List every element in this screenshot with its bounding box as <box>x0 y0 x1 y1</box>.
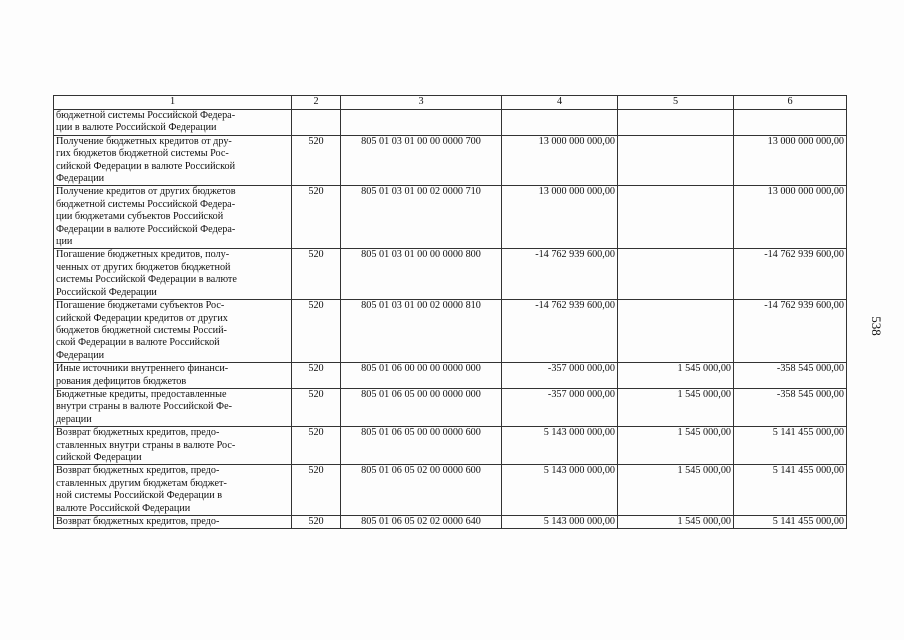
amount-col4-cell: 13 000 000 000,00 <box>502 186 618 249</box>
admin-code-cell <box>292 110 341 136</box>
row-name-cell <box>54 465 292 516</box>
amount-col4-cell: -14 762 939 600,00 <box>502 249 618 300</box>
amount-col6-cell <box>734 110 847 136</box>
classification-code-cell: 805 01 03 01 00 02 0000 810 <box>341 300 502 363</box>
budget-sources-table <box>53 95 847 529</box>
row-name-line: Получение кредитов от других бюджетов <box>56 186 236 198</box>
row-name-cell <box>54 363 292 389</box>
admin-code-cell: 520 <box>292 135 341 186</box>
table-row <box>54 186 847 249</box>
classification-code-cell: 805 01 06 05 00 00 0000 000 <box>341 388 502 426</box>
row-name-line: ции в валюте Российской Федерации <box>56 122 217 134</box>
row-name-cell <box>54 427 292 465</box>
admin-code-cell: 520 <box>292 363 341 389</box>
admin-code-cell: 520 <box>292 427 341 465</box>
amount-col4-cell: 5 143 000 000,00 <box>502 427 618 465</box>
amount-col6-cell: -14 762 939 600,00 <box>734 249 847 300</box>
row-name-line: Бюджетные кредиты, предоставленные <box>56 388 227 400</box>
amount-col6-cell: 5 141 455 000,00 <box>734 427 847 465</box>
amount-col6-cell: -14 762 939 600,00 <box>734 300 847 363</box>
amount-col5-cell: 1 545 000,00 <box>618 363 734 389</box>
amount-col6-cell: 5 141 455 000,00 <box>734 516 847 529</box>
row-name-line: Федерации в валюте Российской Федера- <box>56 223 236 235</box>
row-name-line: ной системы Российской Федерации в <box>56 490 223 502</box>
amount-col5-cell <box>618 186 734 249</box>
amount-col4-cell: -357 000 000,00 <box>502 363 618 389</box>
row-name-cell <box>54 516 292 529</box>
classification-code-cell: 805 01 03 01 00 02 0000 710 <box>341 186 502 249</box>
row-name-cell <box>54 300 292 363</box>
column-header: 3 <box>341 96 502 110</box>
admin-code-cell: 520 <box>292 465 341 516</box>
amount-col5-cell <box>618 300 734 363</box>
amount-col5-cell: 1 545 000,00 <box>618 388 734 426</box>
row-name-line: бюджетов бюджетной системы Россий- <box>56 324 227 336</box>
row-name-cell <box>54 249 292 300</box>
classification-code-cell: 805 01 03 01 00 00 0000 800 <box>341 249 502 300</box>
row-name-line: Федерации <box>56 349 105 361</box>
table-row <box>54 300 847 363</box>
row-name-line: Получение бюджетных кредитов от дру- <box>56 135 232 147</box>
table-row <box>54 135 847 186</box>
admin-code-cell: 520 <box>292 300 341 363</box>
row-name-line: дерации <box>56 413 92 425</box>
row-name-line: Российской Федерации <box>56 286 157 298</box>
row-name-line: рования дефицитов бюджетов <box>56 375 187 387</box>
admin-code-cell: 520 <box>292 388 341 426</box>
amount-col5-cell <box>618 135 734 186</box>
amount-col6-cell: 5 141 455 000,00 <box>734 465 847 516</box>
table-row <box>54 363 847 389</box>
row-name-line: Иные источники внутреннего финанси- <box>56 363 229 375</box>
classification-code-cell <box>341 110 502 136</box>
table-row <box>54 388 847 426</box>
row-name-line: бюджетной системы Российской Федера- <box>56 110 236 121</box>
column-header: 5 <box>618 96 734 110</box>
admin-code-cell: 520 <box>292 186 341 249</box>
row-name-line: сийской Федерации в валюте Российской <box>56 160 236 172</box>
classification-code-cell: 805 01 06 00 00 00 0000 000 <box>341 363 502 389</box>
table-header-row <box>54 96 847 110</box>
classification-code-cell: 805 01 06 05 02 02 0000 640 <box>341 516 502 529</box>
amount-col4-cell: 5 143 000 000,00 <box>502 465 618 516</box>
table-body <box>54 96 847 529</box>
row-name-line: ции <box>56 236 73 248</box>
admin-code-cell: 520 <box>292 516 341 529</box>
column-header: 1 <box>54 96 292 110</box>
amount-col4-cell: 5 143 000 000,00 <box>502 516 618 529</box>
row-name-line: валюте Российской Федерации <box>56 502 191 514</box>
admin-code-cell: 520 <box>292 249 341 300</box>
amount-col6-cell: -358 545 000,00 <box>734 388 847 426</box>
amount-col5-cell <box>618 110 734 136</box>
row-name-line: ченных от других бюджетов бюджетной <box>56 261 231 273</box>
table-row <box>54 249 847 300</box>
amount-col6-cell: 13 000 000 000,00 <box>734 135 847 186</box>
row-name-line: Погашение бюджетных кредитов, полу- <box>56 249 230 261</box>
row-name-cell <box>54 388 292 426</box>
row-name-line: ставленных другим бюджетам бюджет- <box>56 477 227 489</box>
row-name-line: Возврат бюджетных кредитов, предо- <box>56 465 220 477</box>
amount-col4-cell: -357 000 000,00 <box>502 388 618 426</box>
classification-code-cell: 805 01 03 01 00 00 0000 700 <box>341 135 502 186</box>
row-name-line: ции бюджетами субъектов Российской <box>56 211 224 223</box>
row-name-line: Возврат бюджетных кредитов, предо- <box>56 427 220 439</box>
amount-col5-cell <box>618 249 734 300</box>
row-name-line: внутри страны в валюте Российской Фе- <box>56 401 233 413</box>
classification-code-cell: 805 01 06 05 02 00 0000 600 <box>341 465 502 516</box>
table-row <box>54 110 847 136</box>
amount-col4-cell: -14 762 939 600,00 <box>502 300 618 363</box>
row-name-line: ской Федерации в валюте Российской <box>56 337 220 349</box>
table-row <box>54 465 847 516</box>
row-name-line: ставленных внутри страны в валюте Рос- <box>56 439 236 451</box>
row-name-line: Погашение бюджетами субъектов Рос- <box>56 300 225 312</box>
amount-col6-cell: 13 000 000 000,00 <box>734 186 847 249</box>
row-name-line: системы Российской Федерации в валюте <box>56 274 237 286</box>
row-name-line: Федерации <box>56 173 105 185</box>
column-header: 2 <box>292 96 341 110</box>
amount-col5-cell: 1 545 000,00 <box>618 516 734 529</box>
row-name-line: сийской Федерации <box>56 451 142 463</box>
row-name-cell <box>54 110 292 136</box>
classification-code-cell: 805 01 06 05 00 00 0000 600 <box>341 427 502 465</box>
row-name-line: сийской Федерации кредитов от других <box>56 312 228 324</box>
amount-col5-cell: 1 545 000,00 <box>618 427 734 465</box>
table-row <box>54 516 847 529</box>
row-name-line: Возврат бюджетных кредитов, предо- <box>56 516 220 527</box>
column-header: 6 <box>734 96 847 110</box>
row-name-line: гих бюджетов бюджетной системы Рос- <box>56 148 229 160</box>
column-header: 4 <box>502 96 618 110</box>
amount-col5-cell: 1 545 000,00 <box>618 465 734 516</box>
amount-col4-cell: 13 000 000 000,00 <box>502 135 618 186</box>
amount-col4-cell <box>502 110 618 136</box>
table-row <box>54 427 847 465</box>
row-name-cell <box>54 186 292 249</box>
row-name-line: бюджетной системы Российской Федера- <box>56 198 236 210</box>
amount-col6-cell: -358 545 000,00 <box>734 363 847 389</box>
row-name-cell <box>54 135 292 186</box>
page-number: 538 <box>868 316 884 336</box>
